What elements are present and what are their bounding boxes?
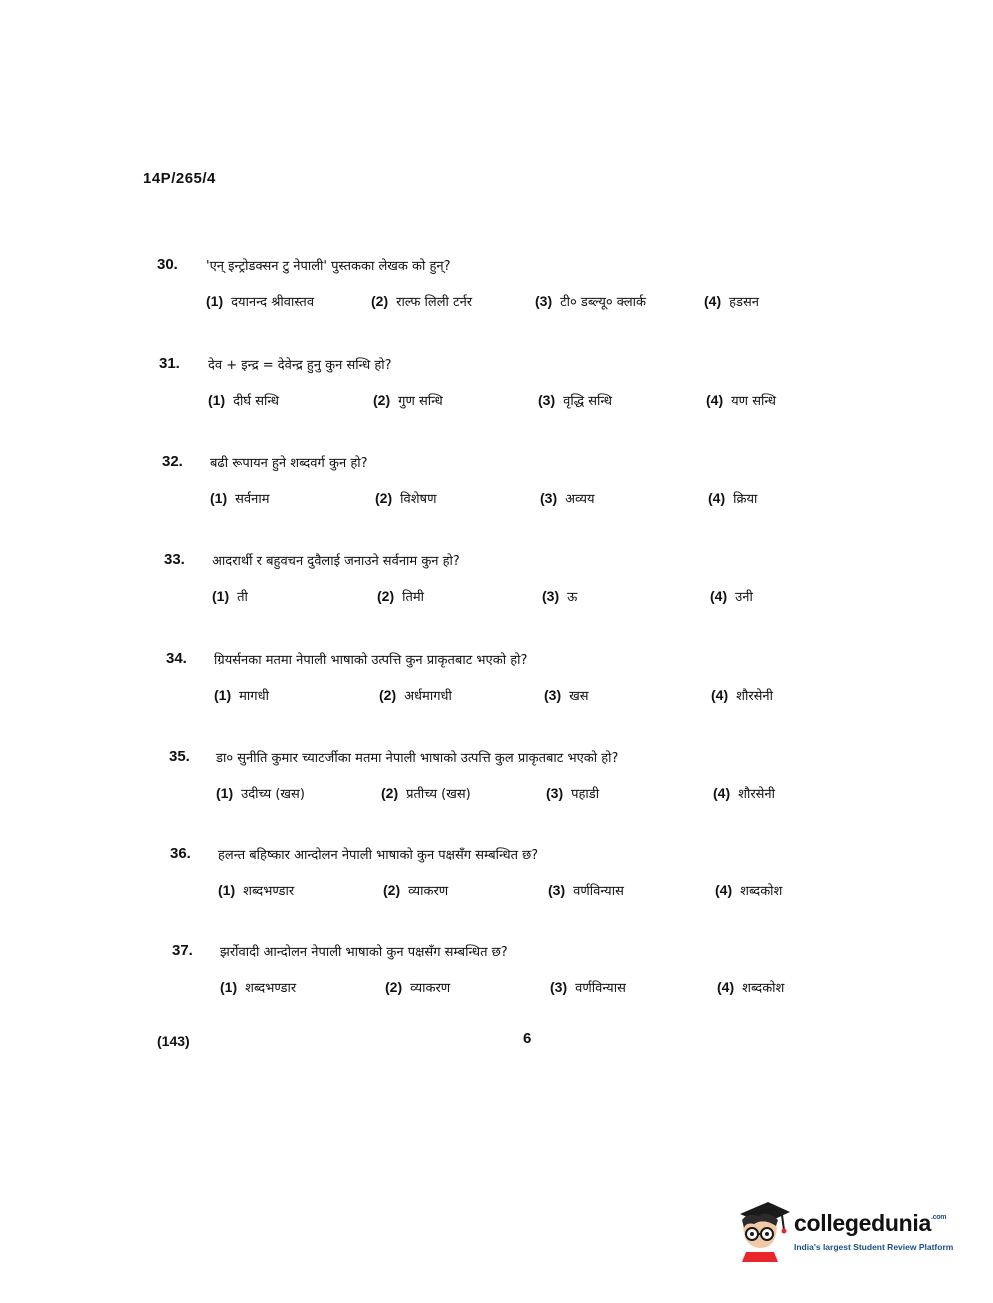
option-number: (4) bbox=[717, 979, 735, 995]
option-number: (4) bbox=[713, 785, 731, 801]
option-item bbox=[210, 489, 270, 507]
option-text: पहाडी bbox=[571, 787, 600, 802]
option-text: मागधी bbox=[239, 689, 269, 704]
option-item bbox=[548, 881, 624, 899]
brand-dotcom: .com bbox=[930, 1214, 947, 1221]
page-code: 14P/265/4 bbox=[143, 170, 216, 187]
option-number: (2) bbox=[379, 687, 397, 703]
option-number: (2) bbox=[385, 979, 403, 995]
options-row bbox=[0, 489, 993, 515]
option-item bbox=[535, 292, 646, 310]
question-item bbox=[0, 942, 993, 1004]
option-text: वर्णविन्यास bbox=[573, 884, 624, 899]
option-item bbox=[212, 587, 248, 605]
option-item bbox=[540, 489, 595, 507]
options-row bbox=[0, 292, 993, 318]
option-number: (2) bbox=[383, 882, 401, 898]
option-text: गुण सन्धि bbox=[398, 394, 443, 409]
question-text: देव + इन्द्र = देवेन्द्र हुनु कुन सन्धि हो? bbox=[208, 358, 392, 373]
option-text: उदीच्य (खस) bbox=[241, 787, 305, 802]
question-number: 36. bbox=[170, 845, 191, 862]
option-item bbox=[710, 587, 753, 605]
question-number: 32. bbox=[162, 453, 183, 470]
option-item bbox=[708, 489, 757, 507]
option-number: (1) bbox=[220, 979, 238, 995]
question-item bbox=[0, 256, 993, 318]
options-row bbox=[0, 391, 993, 417]
option-number: (3) bbox=[542, 588, 560, 604]
options-row bbox=[0, 978, 993, 1004]
option-number: (3) bbox=[538, 392, 556, 408]
option-number: (3) bbox=[535, 293, 553, 309]
option-text: अर्धमागधी bbox=[404, 689, 452, 704]
option-item bbox=[379, 686, 452, 704]
option-number: (4) bbox=[708, 490, 726, 506]
option-item bbox=[715, 881, 782, 899]
option-text: विशेषण bbox=[400, 492, 437, 507]
option-item bbox=[711, 686, 773, 704]
option-item bbox=[375, 489, 436, 507]
question-item bbox=[0, 355, 993, 417]
option-item bbox=[214, 686, 269, 704]
option-text: वर्णविन्यास bbox=[575, 981, 626, 996]
option-text: हडसन bbox=[729, 295, 759, 310]
question-text: ग्रियर्सनका मतमा नेपाली भाषाको उत्पत्ति कुन प्राकृतबाट भएको हो? bbox=[214, 653, 528, 668]
question-text: हलन्त बहिष्कार आन्दोलन नेपाली भाषाको कुन पक्षसँग सम्बन्धित छ? bbox=[218, 848, 539, 863]
option-item bbox=[550, 978, 626, 996]
option-text: यण सन्धि bbox=[731, 394, 776, 409]
option-item bbox=[383, 881, 448, 899]
question-text: आदरार्थी र बहुवचन दुवैलाई जनाउने सर्वनाम कुन हो? bbox=[212, 554, 460, 569]
option-item bbox=[377, 587, 424, 605]
question-number: 35. bbox=[169, 748, 190, 765]
option-text: खस bbox=[569, 689, 589, 704]
option-item bbox=[220, 978, 296, 996]
question-number: 37. bbox=[172, 942, 193, 959]
option-item bbox=[544, 686, 589, 704]
option-item bbox=[546, 784, 599, 802]
question-text: डा० सुनीति कुमार च्याटर्जीका मतमा नेपाली भाषाको उत्पत्ति कुल प्राकृतबाट भएको हो? bbox=[216, 751, 619, 766]
option-number: (1) bbox=[216, 785, 234, 801]
options-row bbox=[0, 587, 993, 613]
option-number: (4) bbox=[711, 687, 729, 703]
page-number: 6 bbox=[523, 1030, 532, 1047]
option-number: (3) bbox=[548, 882, 566, 898]
option-text: राल्फ लिली टर्नर bbox=[396, 295, 473, 310]
option-number: (2) bbox=[381, 785, 399, 801]
option-item bbox=[717, 978, 784, 996]
question-item bbox=[0, 453, 993, 515]
option-text: व्याकरण bbox=[410, 981, 451, 996]
option-number: (4) bbox=[706, 392, 724, 408]
option-number: (1) bbox=[212, 588, 230, 604]
option-number: (1) bbox=[218, 882, 236, 898]
question-number: 33. bbox=[164, 551, 185, 568]
question-number: 30. bbox=[157, 256, 178, 273]
option-text: प्रतीच्य (खस) bbox=[406, 787, 471, 802]
option-text: शब्दभण्डार bbox=[245, 981, 297, 996]
question-item bbox=[0, 748, 993, 810]
option-number: (2) bbox=[377, 588, 395, 604]
option-text: शब्दकोश bbox=[740, 884, 783, 899]
question-text: झर्रोवादी आन्दोलन नेपाली भाषाको कुन पक्षसँग सम्बन्धित छ? bbox=[220, 945, 508, 960]
option-text: ती bbox=[237, 590, 248, 605]
option-item bbox=[373, 391, 443, 409]
option-text: वृद्धि सन्धि bbox=[563, 394, 612, 409]
option-number: (1) bbox=[206, 293, 224, 309]
option-text: दयानन्द श्रीवास्तव bbox=[231, 295, 315, 310]
option-text: शौरसेनी bbox=[736, 689, 774, 704]
option-text: क्रिया bbox=[733, 492, 758, 507]
option-number: (1) bbox=[214, 687, 232, 703]
brand-watermark bbox=[734, 1196, 964, 1262]
option-text: टी० डब्ल्यू० क्लार्क bbox=[560, 295, 647, 310]
option-text: शब्दभण्डार bbox=[243, 884, 295, 899]
student-mascot-icon bbox=[734, 1196, 790, 1262]
option-text: अव्यय bbox=[565, 492, 595, 507]
option-number: (3) bbox=[544, 687, 562, 703]
option-item bbox=[216, 784, 305, 802]
question-item bbox=[0, 845, 993, 907]
option-item bbox=[385, 978, 450, 996]
options-row bbox=[0, 881, 993, 907]
question-number: 31. bbox=[159, 355, 180, 372]
option-item bbox=[206, 292, 314, 310]
option-text: तिमी bbox=[402, 590, 425, 605]
brand-tagline: India's largest Student Review Platform bbox=[794, 1242, 954, 1252]
brand-name-text: collegedunia bbox=[794, 1210, 931, 1236]
option-text: व्याकरण bbox=[408, 884, 449, 899]
option-number: (3) bbox=[540, 490, 558, 506]
option-number: (3) bbox=[550, 979, 568, 995]
option-item bbox=[704, 292, 759, 310]
options-row bbox=[0, 686, 993, 712]
option-item bbox=[538, 391, 612, 409]
question-number: 34. bbox=[166, 650, 187, 667]
option-item bbox=[218, 881, 294, 899]
option-text: सर्वनाम bbox=[235, 492, 270, 507]
option-number: (4) bbox=[710, 588, 728, 604]
option-item bbox=[706, 391, 776, 409]
option-number: (4) bbox=[704, 293, 722, 309]
option-number: (3) bbox=[546, 785, 564, 801]
option-text: शब्दकोश bbox=[742, 981, 785, 996]
option-item bbox=[713, 784, 775, 802]
question-text: 'एन् इन्ट्रोडक्सन टु नेपाली' पुस्तकका लेखक को हुन्? bbox=[206, 259, 451, 274]
option-number: (4) bbox=[715, 882, 733, 898]
option-text: शौरसेनी bbox=[738, 787, 776, 802]
option-text: उनी bbox=[735, 590, 753, 605]
brand-name bbox=[794, 1210, 946, 1237]
option-number: (1) bbox=[210, 490, 228, 506]
option-item bbox=[381, 784, 471, 802]
option-text: ऊ bbox=[567, 590, 578, 605]
question-item bbox=[0, 650, 993, 712]
option-item bbox=[542, 587, 577, 605]
option-number: (2) bbox=[373, 392, 391, 408]
option-number: (2) bbox=[371, 293, 389, 309]
footer-code: (143) bbox=[157, 1033, 190, 1049]
question-item bbox=[0, 551, 993, 613]
options-row bbox=[0, 784, 993, 810]
option-text: दीर्घ सन्धि bbox=[233, 394, 279, 409]
option-number: (2) bbox=[375, 490, 393, 506]
option-item bbox=[371, 292, 472, 310]
question-text: बढी रूपायन हुने शब्दवर्ग कुन हो? bbox=[210, 456, 368, 471]
option-number: (1) bbox=[208, 392, 226, 408]
option-item bbox=[208, 391, 279, 409]
